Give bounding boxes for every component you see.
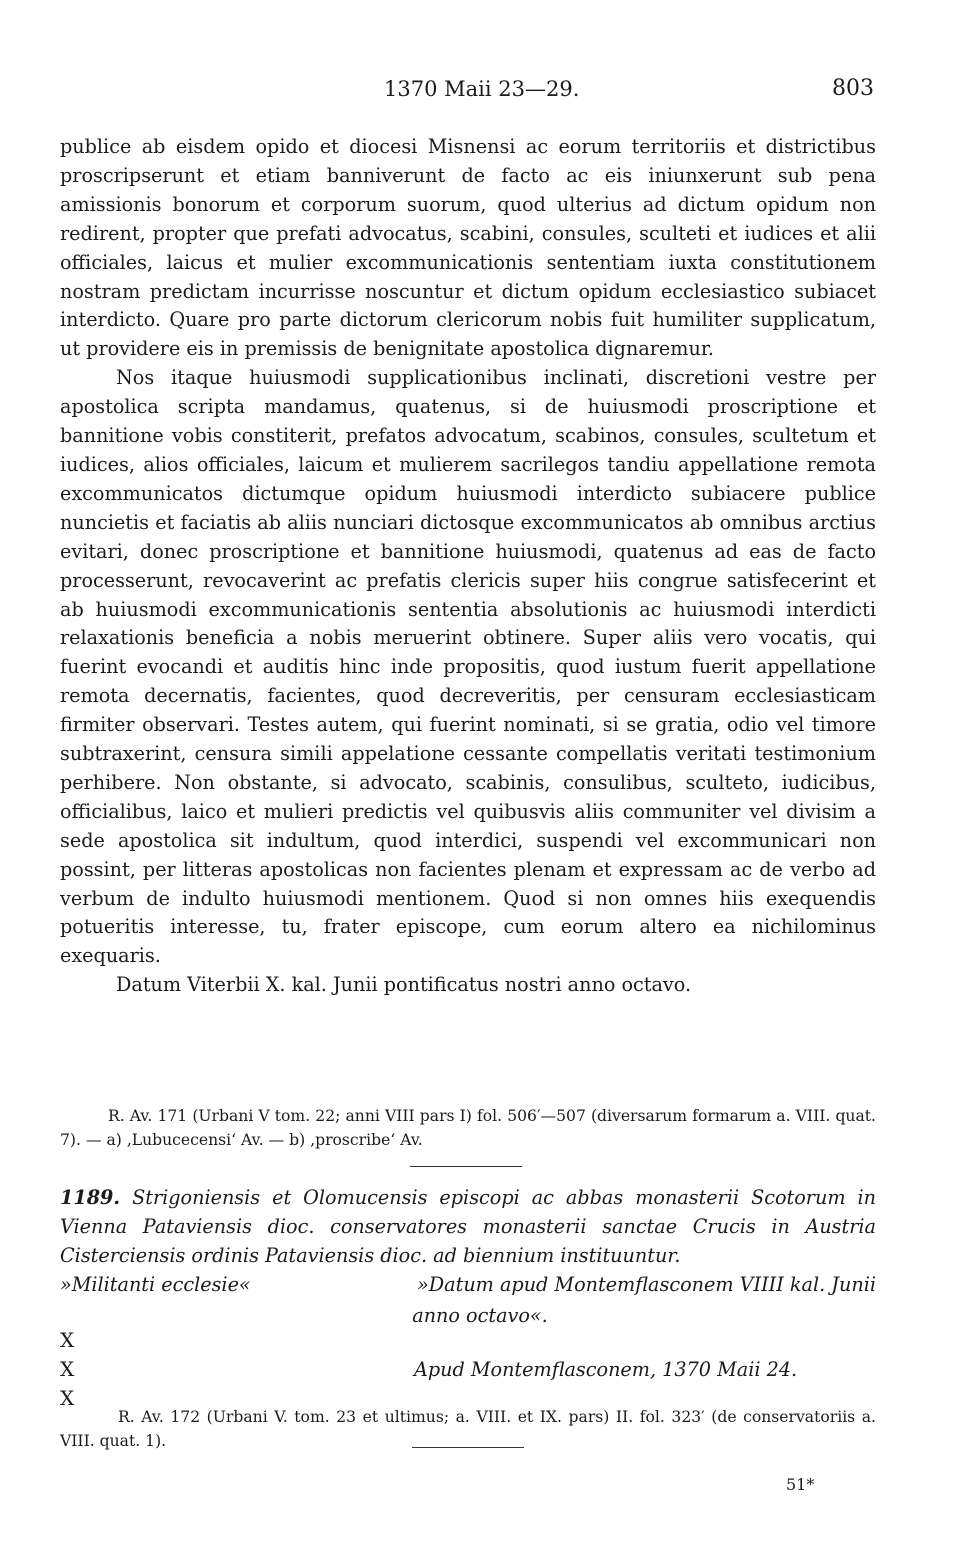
signature-mark: 51* [786,1475,815,1494]
dating-line: Datum Viterbii X. kal. Junii pontificatus nostri anno octavo. [116,973,692,997]
regest-text: Strigoniensis et Olomucensis episcopi ac abbas monasterii Scotorum in Vienna Pataviensis dioc. conservatores monasterii sanctae Crucis in Austria Cisterciensis ordinis Pataviensis dioc. ad biennium instituuntur. [60,1186,876,1267]
paragraph-1: publice ab eisdem opido et diocesi Misnensi ac eorum territoriis et districtibus proscripserunt et etiam banniverunt de facto ac eis iniunxerunt sub pena amissionis bonorum et corporum suorum, quod ulterius ad dictum opidum non redirent, propter que prefati advocatus, scabini, consules, sculteti et iudices et alii officiales, laicus et mulier excommunicationis sententiam iuxta constitutionem nostram predictam incurrisse noscuntur et dictum opidum ecclesiastico subiacet interdicto. Quare pro parte dictorum clericorum nobis fuit humiliter supplicatum, ut providere eis in premissis de benignitate apostolica dignaremur. [60,135,876,361]
bottom-rule [412,1447,524,1448]
anno-line: anno octavo«. [412,1304,548,1327]
datum-formula: »Datum apud Montemflasconem VIIII kal. Junii [417,1273,876,1296]
x-mark: X [60,1386,75,1410]
place-date: Apud Montemflasconem, 1370 Maii 24. [414,1358,798,1381]
separator-rule [410,1166,522,1167]
running-head [0,74,960,104]
paragraph-2: Nos itaque huiusmodi supplicationibus inclinati, discretioni vestre per apostolica scripta mandamus, quatenus, si de huiusmodi proscriptione et bannitione vobis constiterit, prefatos advocatum, scabinos, consules, scultetum et iudices, alios officiales, laicum et mulierem sacrilegos tandiu appellatione remota excommunicatos dictumque opidum huiusmodi interdicto subiacere publice nuncietis et faciatis ab aliis nunciari dictosque excommunicatos ab omnibus arctius evitari, donec proscriptione et bannitione huiusmodi, quatenus ad eas de facto processerunt, revocaverint ac prefatis clericis super hiis congrue satisfecerint et ab huiusmodi excommunicationis sententia absolutionis ac huiusmodi interdicti relaxationis beneficia a nobis meruerint obtinere. Super aliis vero vocatis, qui fuerint evocandi et auditis hinc inde propositis, quod iustum fuerit appellatione remota decernatis, facientes, quod decreveritis, per censuram ecclesiasticam firmiter observari. Testes autem, qui fuerint nominati, si se gratia, odio vel timore subtraxerint, censura simili appelatione cessante compellatis veritati testimonium perhibere. Non obstante, si advocato, scabinis, consulibus, sculteto, iudicibus, officialibus, laico et mulieri predictis vel quibusvis aliis communiter vel divisim a sede apostolica sit indultum, quod interdici, suspendi vel excommunicari non possint, per litteras apostolicas non facientes plenam et expressam ac de verbo ad verbum de indulto huiusmodi mentionem. Quod si non omnes hiis exequendis potueritis interesse, tu, frater episcope, cum eorum altero ea nichilominus exequaris. [60,366,876,968]
regest-heading [60,1183,876,1270]
x-mark: X [60,1328,75,1352]
header-date: 1370 Maii 23—29. [384,77,580,101]
x-marks [60,1326,90,1413]
incipit-line [60,1270,876,1299]
incipit: »Militanti ecclesie« [60,1273,251,1296]
page-number: 803 [832,76,874,101]
regest-number: 1189. [60,1186,121,1209]
footnote-1: R. Av. 171 (Urbani V tom. 22; anni VIII pars I) fol. 506′—507 (diversarum formarum a. VIII. quat. 7). — a) ‚Lubucecensi‘ Av. — b) ‚proscribe‘ Av. [60,1107,876,1149]
footnote-2: R. Av. 172 (Urbani V. tom. 23 et ultimus; a. VIII. et IX. pars) II. fol. 323′ (de conservatoriis a. VIII. quat. 1). [60,1408,876,1450]
x-mark: X [60,1357,75,1381]
main-text [60,133,876,1000]
